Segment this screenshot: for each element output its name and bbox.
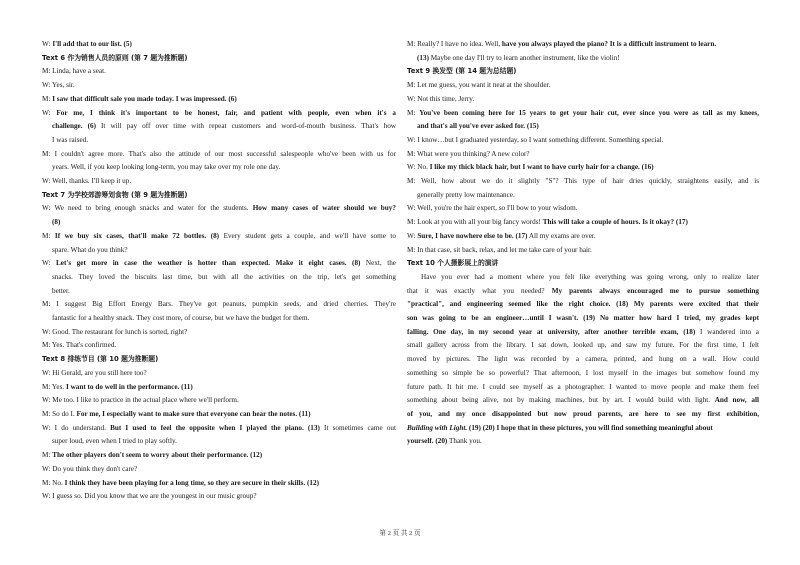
- text-span: (8): [52, 218, 61, 227]
- text-span: M: Let me guess, you want it neat at the shoulder.: [407, 81, 551, 90]
- text-span: better.: [52, 286, 70, 295]
- text-line: [407, 148, 759, 162]
- text-line: [42, 408, 396, 422]
- text-span: W:: [42, 40, 53, 48]
- text-span: M:: [42, 451, 53, 460]
- text-span: M: Yes. That's confirmed.: [42, 341, 117, 350]
- text-line: [42, 202, 396, 216]
- text-line: [42, 339, 396, 353]
- text-span: of you, and my once disappointed but now proud parents, are here to see my first exhibition,: [407, 409, 759, 418]
- text-span: W:: [42, 108, 57, 117]
- text-span: fantastic for a healthy snack. They cost more, of course, but we have the budget for them.: [52, 314, 310, 323]
- text-span: something so simple be so powerful? That afternoon, I lost myself in the images but somehow found my: [407, 368, 759, 377]
- section-heading: [42, 353, 396, 367]
- text-span: W: I know…but I graduated yesterday, so I want something different. Something special.: [407, 135, 664, 144]
- text-line: [407, 175, 759, 189]
- text-line: [42, 161, 396, 175]
- text-span: M: Look at you with all your big fancy words!: [407, 218, 543, 227]
- text-line: [407, 134, 759, 148]
- text-line: [407, 394, 759, 408]
- text-span: (13): [417, 53, 429, 62]
- text-line: [407, 38, 759, 52]
- text-line: [42, 312, 396, 326]
- text-span: It will pay off over time with repeat customers and word-of-mouth business. That's how: [95, 122, 396, 131]
- text-span: son was going to be an engineer…until I wasn't. (19) No matter how hard I tried, my grades kept: [407, 314, 759, 323]
- text-span: challenge. (6): [52, 122, 96, 131]
- text-span: M: In that case, sit back, relax, and let me take care of your hair.: [407, 245, 592, 254]
- text-span: Next, the: [360, 259, 396, 268]
- text-span: For me, I think it's important to be honest, fair, and patient with people, even when it's a: [56, 108, 396, 117]
- text-line: [42, 477, 396, 491]
- text-line: [407, 107, 759, 121]
- text-span: All my exams are over.: [527, 231, 596, 240]
- text-span: It sometimes came out: [319, 423, 396, 432]
- text-span: falling. One day, in my second year at university, after another terrible exam, (18): [407, 327, 696, 336]
- text-span: yourself. (20): [407, 437, 448, 446]
- right-column: [407, 38, 759, 449]
- text-line: [407, 230, 759, 244]
- text-line: [407, 120, 759, 134]
- text-span: Text 7 为学校郊游筹划食物 (第 9 题为推断题): [42, 190, 188, 199]
- text-line: [407, 285, 759, 299]
- text-span: W: Good. The restaurant for lunch is sorted, right?: [42, 327, 188, 336]
- text-span: W: No.: [407, 163, 430, 172]
- text-line: [42, 65, 396, 79]
- text-line: [42, 216, 396, 230]
- text-span: My parents always encouraged me to pursue something: [551, 286, 759, 295]
- text-line: [407, 93, 759, 107]
- text-line: [42, 148, 396, 162]
- text-span: I'll add that to our list. (5): [52, 40, 132, 48]
- text-span: The other players don't seem to worry about their performance. (12): [52, 451, 263, 460]
- text-span: I was raised.: [52, 135, 89, 144]
- text-span: M:: [407, 108, 420, 117]
- text-line: [407, 408, 759, 422]
- text-span: generally pretty low maintenance.: [417, 190, 515, 199]
- text-span: W: Me too. I like to practice in the actual place where we'll perform.: [42, 396, 239, 405]
- text-span: that it was exactly what you needed?: [407, 286, 552, 295]
- text-span: future path. It hit me. I could see myself as a photographer. I wanted to move people and make them feel: [407, 382, 759, 391]
- text-line: [42, 134, 396, 148]
- text-span: If we buy six cases, that'll make 72 bottles. (8): [54, 231, 220, 240]
- text-span: M: What were you thinking? A new color?: [407, 149, 530, 158]
- text-line: [42, 285, 396, 299]
- text-span: M: No.: [42, 478, 65, 487]
- text-span: W:: [407, 231, 418, 240]
- text-line: [42, 394, 396, 408]
- text-line: [407, 244, 759, 258]
- text-line: [407, 326, 759, 340]
- text-line: [42, 422, 396, 436]
- text-line: [42, 120, 396, 134]
- section-heading: [42, 52, 396, 66]
- text-span: Thank you.: [447, 437, 482, 446]
- text-line: [407, 79, 759, 93]
- text-span: Have you ever had a moment where you felt like everything was going wrong, only to realize later: [421, 272, 759, 281]
- text-span: Every student gets a couple, and we'll have some to: [219, 231, 396, 240]
- text-line: [42, 38, 396, 52]
- text-span: W: Do you think they don't care?: [42, 464, 138, 473]
- text-span: snacks. They loved the biscuits last time, but with all the activities on the trip, let's get something: [52, 272, 396, 281]
- text-span: I wandered into a: [695, 327, 759, 336]
- text-span: I want to do well in the performance. (11): [65, 382, 193, 391]
- text-line: [42, 435, 396, 449]
- text-line: [407, 216, 759, 230]
- text-span: Building with Light.: [407, 423, 468, 432]
- text-span: "practical", and engineering seemed like the right choice. (18) My parents were excited that their: [407, 300, 759, 309]
- text-span: M: Yes.: [42, 382, 66, 391]
- text-line: [42, 449, 396, 463]
- text-span: spare. What do you think?: [52, 245, 128, 254]
- text-line: [42, 463, 396, 477]
- text-span: W: I guess so. Did you know that we are the youngest in our music group?: [42, 492, 257, 501]
- text-span: have you always played the piano? It is a difficult instrument to learn.: [501, 40, 717, 48]
- text-span: Let's get more in case the weather is hotter than expected. Make it eight cases. (8): [56, 259, 361, 268]
- text-line: [407, 353, 759, 367]
- text-span: and that's all you've ever asked for. (15): [417, 122, 539, 131]
- text-line: [407, 189, 759, 203]
- text-span: M: Really? I have no idea. Well,: [407, 40, 502, 48]
- text-line: [42, 298, 396, 312]
- text-line: [407, 367, 759, 381]
- text-line: [407, 312, 759, 326]
- text-span: Text 9 换发型 (第 14 题为总结题): [407, 67, 517, 76]
- text-span: You've been coming here for 15 years to get your hair cut, ever since you were as tall as my knees,: [419, 108, 759, 117]
- text-line: [407, 298, 759, 312]
- text-span: M: Well, how about we do it slightly "S"? This type of hair dries quickly, straightens easily, and is: [407, 177, 759, 186]
- text-line: [407, 202, 759, 216]
- text-span: I saw that difficult sale you made today. I was impressed. (6): [52, 94, 237, 103]
- text-span: And now, all: [714, 396, 759, 405]
- text-line: [407, 271, 759, 285]
- text-line: [42, 381, 396, 395]
- text-span: This will take a couple of hours. Is it okay? (17): [542, 218, 688, 227]
- text-line: [407, 52, 759, 66]
- text-span: W: Well, thanks. I'll keep it up.: [42, 177, 132, 186]
- text-span: Text 6 作为销售人员的原则 (第 7 题为推断题): [42, 53, 188, 62]
- text-span: Text 8 排练节目 (第 10 题为推断题): [42, 355, 159, 364]
- text-line: [42, 244, 396, 258]
- section-heading: [407, 257, 759, 271]
- text-line: [42, 367, 396, 381]
- text-span: W:: [42, 259, 57, 268]
- text-line: [42, 271, 396, 285]
- text-line: [42, 93, 396, 107]
- text-span: M:: [42, 231, 55, 240]
- text-span: years. Well, if you keep looking long-term, you may take over my role one day.: [52, 163, 281, 172]
- text-line: [42, 107, 396, 121]
- text-line: [42, 175, 396, 189]
- text-span: W: Yes, sir.: [42, 81, 75, 90]
- text-span: How many cases of water should we buy?: [252, 204, 396, 213]
- text-span: I like my thick black hair, but I want to have curly hair for a change. (16): [429, 163, 654, 172]
- text-span: I think they have been playing for a long time, so they are secure in their skills. (12): [64, 478, 320, 487]
- text-span: M: So do I.: [42, 409, 77, 418]
- text-span: Maybe one day I'll try to learn another instrument, like the violin!: [428, 53, 620, 62]
- text-span: M: I suggest Big Effort Energy Bars. They've got peanuts, pumpkin seeds, and dried cherries. They're: [42, 300, 396, 309]
- text-span: Text 10 个人摄影展上的演讲: [407, 259, 499, 268]
- text-span: (19) (20) I hope that in these pictures, you will find something meaningful about: [467, 423, 713, 432]
- text-line: [42, 326, 396, 340]
- text-span: W: I do understand.: [42, 423, 111, 432]
- text-line: [407, 381, 759, 395]
- section-heading: [407, 65, 759, 79]
- text-line: [407, 161, 759, 175]
- text-span: W: We need to bring enough snacks and water for the students.: [42, 204, 253, 213]
- text-span: super loud, even when I tried to play softly.: [52, 437, 177, 446]
- text-line: [42, 79, 396, 93]
- text-line: [42, 257, 396, 271]
- text-span: But I used to feel the opposite when I played the piano. (13): [110, 423, 320, 432]
- page-footer: 第 2 页 共 2 页: [379, 530, 421, 537]
- text-line: [407, 435, 759, 449]
- left-column: [42, 38, 396, 504]
- text-span: small gallery across from the library. I sat down, looked up, and saw my future. For the first time, I felt: [407, 341, 759, 350]
- text-span: W: Not this time, Jerry.: [407, 94, 475, 103]
- text-span: Sure, I have nowhere else to be. (17): [417, 231, 528, 240]
- text-line: [407, 339, 759, 353]
- text-span: For me, I especially want to make sure that everyone can hear the notes. (11): [76, 409, 311, 418]
- text-line: [407, 422, 759, 436]
- text-span: W: Well, you're the hair expert, so I'll bow to your wisdom.: [407, 204, 578, 213]
- section-heading: [42, 189, 396, 203]
- text-span: M:: [42, 94, 53, 103]
- text-span: moved by pictures. The light was recorded by a camera, printed, and hung on a wall. How could: [407, 355, 759, 364]
- text-span: something about being alive, not by making machines, but by art. I would build with light.: [407, 396, 715, 405]
- text-span: W: Hi Gerald, are you still here too?: [42, 368, 147, 377]
- text-span: M: I couldn't agree more. That's also the attitude of our most successful salespeople who've been with us for: [42, 149, 396, 158]
- text-line: [42, 230, 396, 244]
- text-span: M: Linda, have a seat.: [42, 67, 106, 76]
- text-line: [42, 490, 396, 504]
